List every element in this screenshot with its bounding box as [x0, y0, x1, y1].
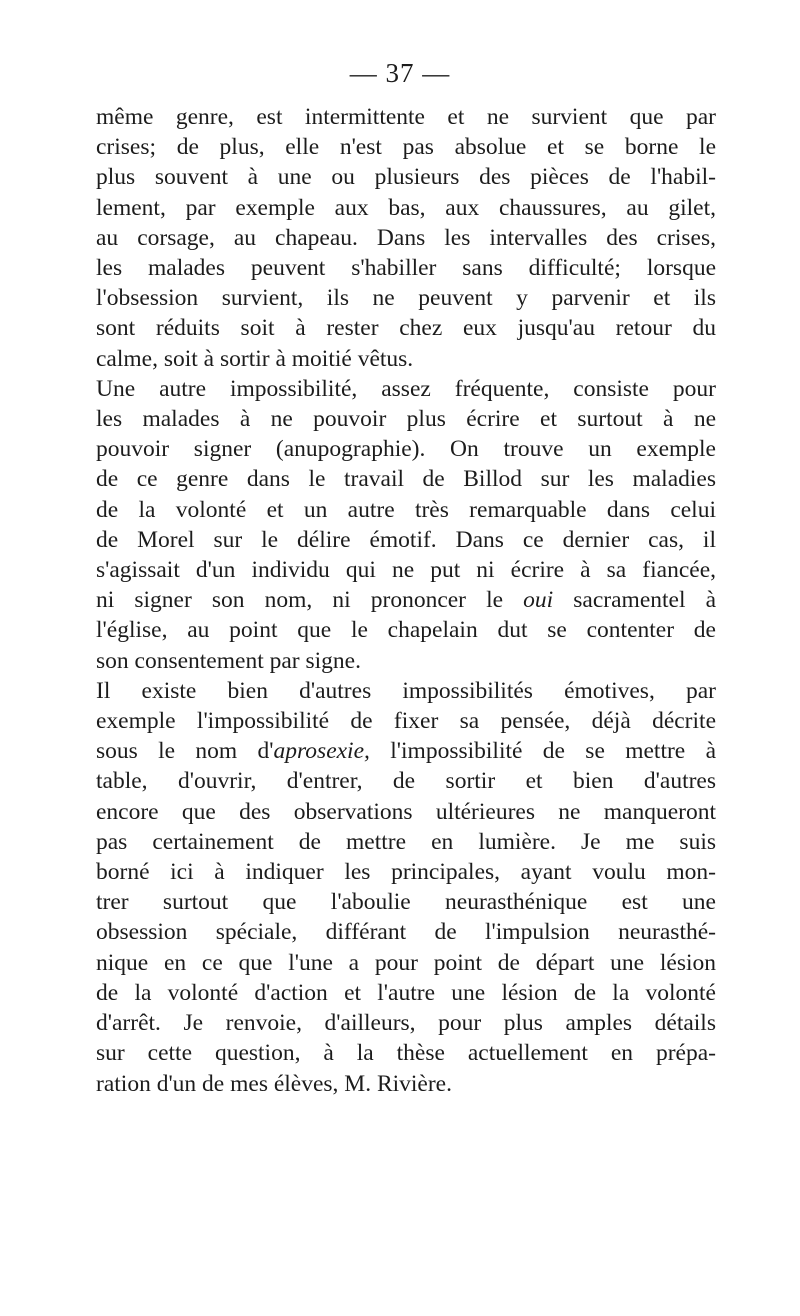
- emphasized-word: oui: [523, 587, 554, 614]
- text-line: d'arrêt. Je renvoie, d'ailleurs, pour plus amples détails: [96, 1010, 716, 1037]
- text-line: nique en ce que l'une a pour point de départ une lésion: [96, 949, 716, 976]
- text-line: l'obsession survient, ils ne peuvent y parvenir et ils: [96, 285, 716, 312]
- text-line: pas certainement de mettre en lumière. Je me suis: [96, 828, 716, 855]
- line-segment: sacramentel à: [573, 587, 717, 614]
- text-line: pouvoir signer (anupographie). On trouve un exemple: [96, 436, 716, 463]
- text-line: les malades à ne pouvoir plus écrire et surtout à ne: [96, 406, 716, 433]
- text-line: de ce genre dans le travail de Billod sur les maladies: [96, 466, 716, 493]
- text-line: obsession spéciale, différant de l'impulsion neurasthé-: [96, 919, 716, 946]
- text-line: exemple l'impossibilité de fixer sa pensée, déjà décrite: [96, 708, 716, 735]
- text-line: s'agissait d'un individu qui ne put ni écrire à sa fiancée,: [96, 557, 716, 584]
- text-line: sont réduits soit à rester chez eux jusqu'au retour du: [96, 315, 716, 342]
- body-text: [96, 102, 716, 1099]
- text-line: plus souvent à une ou plusieurs des pièces de l'habil-: [96, 164, 716, 191]
- text-line: calme, soit à sortir à moitié vêtus.: [96, 345, 414, 372]
- text-line: crises; de plus, elle n'est pas absolue et se borne le: [96, 134, 716, 161]
- emphasized-word: aprosexie,: [273, 738, 370, 765]
- text-line: trer surtout que l'aboulie neurasthénique est une: [96, 889, 716, 916]
- text-line: Une autre impossibilité, assez fréquente, consiste pour: [96, 375, 716, 402]
- text-line: sur cette question, à la thèse actuellement en prépa-: [96, 1040, 716, 1067]
- text-line: son consentement par signe.: [96, 647, 361, 674]
- text-line: de Morel sur le délire émotif. Dans ce dernier cas, il: [96, 526, 716, 553]
- line-segment: sous le nom d': [96, 738, 274, 765]
- text-line: [96, 736, 716, 766]
- text-line: [96, 585, 716, 615]
- page-number: — 37 —: [349, 58, 451, 88]
- text-line: même genre, est intermittente et ne survient que par: [96, 104, 716, 130]
- text-line: table, d'ouvrir, d'entrer, de sortir et bien d'autres: [96, 768, 716, 795]
- text-line: lement, par exemple aux bas, aux chaussures, au gilet,: [96, 194, 716, 221]
- text-line: les malades peuvent s'habiller sans difficulté; lorsque: [96, 255, 716, 282]
- text-line: ration d'un de mes élèves, M. Rivière.: [96, 1070, 452, 1097]
- text-line: borné ici à indiquer les principales, ayant voulu mon-: [96, 859, 716, 886]
- text-line: l'église, au point que le chapelain dut se contenter de: [96, 617, 716, 644]
- text-line: au corsage, au chapeau. Dans les intervalles des crises,: [96, 224, 716, 251]
- text-line: encore que des observations ultérieures ne manqueront: [96, 798, 716, 825]
- line-segment: l'impossibilité de se mettre à: [390, 738, 716, 765]
- text-line: Il existe bien d'autres impossibilités émotives, par: [96, 677, 716, 704]
- line-segment: ni signer son nom, ni prononcer le: [96, 587, 504, 614]
- text-line: de la volonté d'action et l'autre une lésion de la volonté: [96, 979, 716, 1006]
- text-line: de la volonté et un autre très remarquable dans celui: [96, 496, 716, 523]
